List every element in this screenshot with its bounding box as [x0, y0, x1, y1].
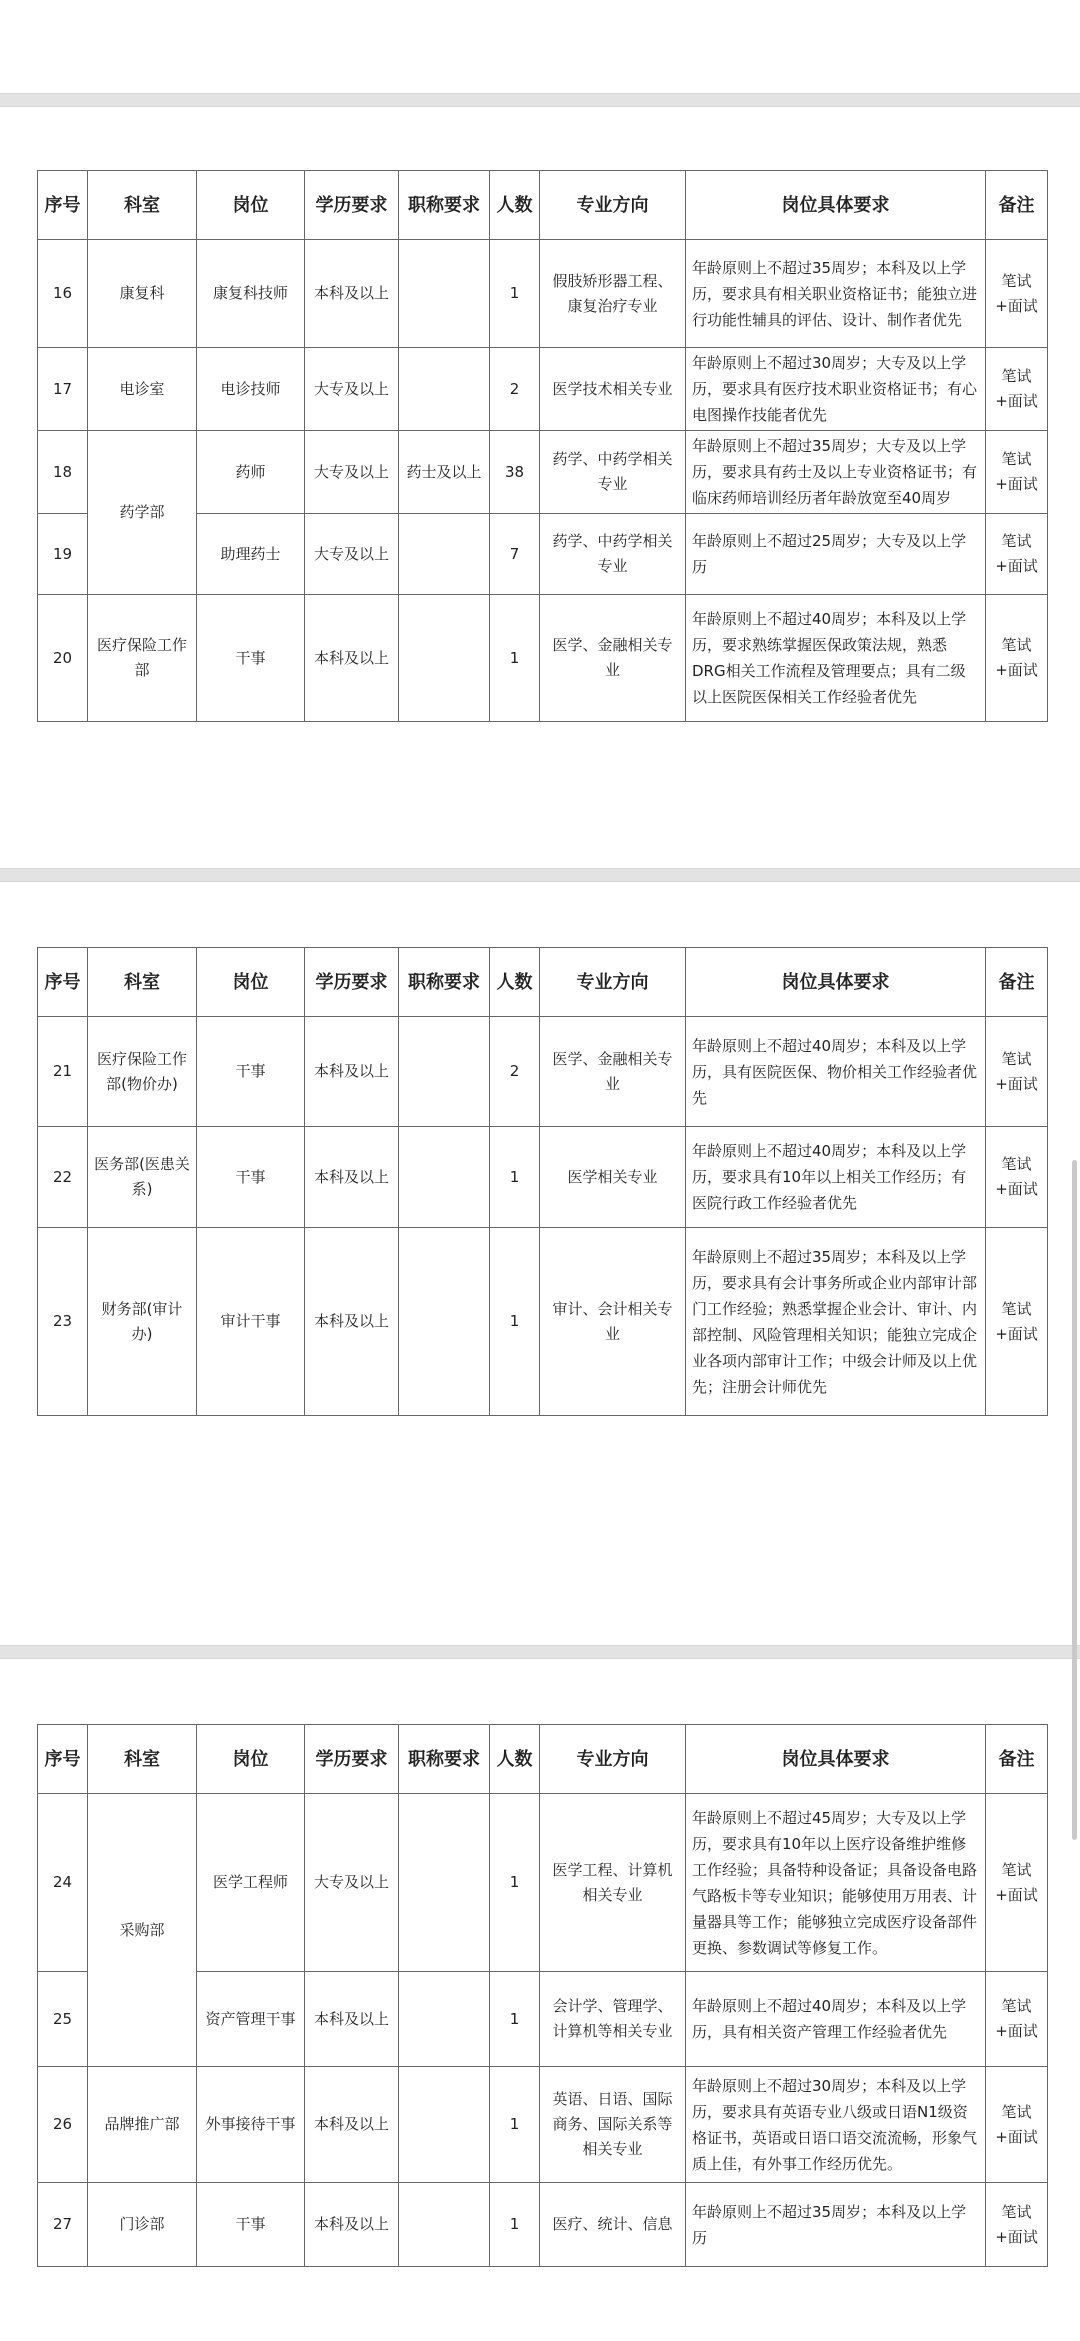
title-requirement	[399, 2067, 490, 2183]
note: 笔试+面试	[986, 348, 1048, 431]
header-cell: 备注	[986, 1725, 1048, 1794]
row-number: 18	[38, 431, 88, 514]
department: 财务部(审计办)	[88, 1228, 197, 1416]
header-cell: 岗位	[197, 171, 305, 240]
department: 品牌推广部	[88, 2067, 197, 2183]
headcount: 38	[490, 431, 540, 514]
education: 本科及以上	[305, 1228, 399, 1416]
header-cell: 科室	[88, 1725, 197, 1794]
header-cell: 科室	[88, 171, 197, 240]
title-requirement	[399, 1228, 490, 1416]
note: 笔试+面试	[986, 595, 1048, 722]
requirements: 年龄原则上不超过30周岁；本科及以上学历，要求具有英语专业八级或日语N1级资格证书，英语或日语口语交流流畅，形象气质上佳，有外事工作经历优先。	[686, 2067, 986, 2183]
position: 干事	[197, 2183, 305, 2267]
education: 本科及以上	[305, 2183, 399, 2267]
note: 笔试+面试	[986, 1794, 1048, 1972]
table-row	[38, 2067, 1048, 2183]
education: 本科及以上	[305, 1127, 399, 1228]
header-cell: 专业方向	[540, 1725, 686, 1794]
major: 医学、金融相关专业	[540, 1017, 686, 1127]
department: 电诊室	[88, 348, 197, 431]
header-cell: 备注	[986, 171, 1048, 240]
row-number: 19	[38, 514, 88, 595]
row-number: 24	[38, 1794, 88, 1972]
position: 药师	[197, 431, 305, 514]
header-cell: 人数	[490, 1725, 540, 1794]
headcount: 1	[490, 595, 540, 722]
requirements: 年龄原则上不超过40周岁；本科及以上学历，要求熟练掌握医保政策法规，熟悉DRG相关工作流程及管理要点；具有二级以上医院医保相关工作经验者优先	[686, 595, 986, 722]
requirements: 年龄原则上不超过40周岁；本科及以上学历，要求具有10年以上相关工作经历；有医院行政工作经验者优先	[686, 1127, 986, 1228]
major: 医学、金融相关专业	[540, 595, 686, 722]
page-separator	[0, 1645, 1080, 1659]
title-requirement	[399, 514, 490, 595]
page-separator	[0, 868, 1080, 882]
header-cell: 岗位具体要求	[686, 1725, 986, 1794]
table-row	[38, 1794, 1048, 1972]
row-number: 26	[38, 2067, 88, 2183]
requirements: 年龄原则上不超过45周岁；大专及以上学历，要求具有10年以上医疗设备维护维修工作经验；具备特种设备证；具备设备电路气路板卡等专业知识；能够使用万用表、计量器具等工作；能够独立完成医疗设备部件更换、参数调试等修复工作。	[686, 1794, 986, 1972]
position: 电诊技师	[197, 348, 305, 431]
requirements: 年龄原则上不超过35周岁；本科及以上学历	[686, 2183, 986, 2267]
department: 药学部	[88, 431, 197, 595]
headcount: 1	[490, 1972, 540, 2067]
education: 大专及以上	[305, 1794, 399, 1972]
header-cell: 人数	[490, 948, 540, 1017]
department: 医疗保险工作部	[88, 595, 197, 722]
department: 门诊部	[88, 2183, 197, 2267]
header-cell: 岗位	[197, 1725, 305, 1794]
scrollbar[interactable]	[1072, 1160, 1077, 1840]
position: 医学工程师	[197, 1794, 305, 1972]
requirements: 年龄原则上不超过35周岁；大专及以上学历，要求具有药士及以上专业资格证书；有临床药师培训经历者年龄放宽至40周岁	[686, 431, 986, 514]
position: 干事	[197, 595, 305, 722]
header-cell: 序号	[38, 1725, 88, 1794]
headcount: 1	[490, 1794, 540, 1972]
headcount: 7	[490, 514, 540, 595]
position: 干事	[197, 1017, 305, 1127]
row-number: 20	[38, 595, 88, 722]
department: 采购部	[88, 1794, 197, 2067]
title-requirement	[399, 240, 490, 348]
note: 笔试+面试	[986, 514, 1048, 595]
title-requirement	[399, 1017, 490, 1127]
row-number: 16	[38, 240, 88, 348]
major: 医学技术相关专业	[540, 348, 686, 431]
title-requirement: 药士及以上	[399, 431, 490, 514]
header-cell: 岗位	[197, 948, 305, 1017]
department: 医务部(医患关系)	[88, 1127, 197, 1228]
header-row	[38, 1725, 1048, 1794]
department: 康复科	[88, 240, 197, 348]
requirements: 年龄原则上不超过35周岁；本科及以上学历，要求具有会计事务所或企业内部审计部门工作经验；熟悉掌握企业会计、审计、内部控制、风险管理相关知识；能独立完成企业各项内部审计工作；中级会计师及以上优先；注册会计师优先	[686, 1228, 986, 1416]
headcount: 1	[490, 2183, 540, 2267]
headcount: 1	[490, 1127, 540, 1228]
row-number: 23	[38, 1228, 88, 1416]
header-cell: 专业方向	[540, 948, 686, 1017]
header-cell: 序号	[38, 171, 88, 240]
requirements: 年龄原则上不超过30周岁；大专及以上学历，要求具有医疗技术职业资格证书；有心电图操作技能者优先	[686, 348, 986, 431]
title-requirement	[399, 1127, 490, 1228]
major: 药学、中药学相关专业	[540, 431, 686, 514]
note: 笔试+面试	[986, 2067, 1048, 2183]
position: 助理药士	[197, 514, 305, 595]
header-cell: 备注	[986, 948, 1048, 1017]
header-cell: 人数	[490, 171, 540, 240]
note: 笔试+面试	[986, 2183, 1048, 2267]
major: 会计学、管理学、计算机等相关专业	[540, 1972, 686, 2067]
page-separator	[0, 93, 1080, 107]
requirements: 年龄原则上不超过35周岁；本科及以上学历，要求具有相关职业资格证书；能独立进行功能性辅具的评估、设计、制作者优先	[686, 240, 986, 348]
education: 本科及以上	[305, 595, 399, 722]
position: 外事接待干事	[197, 2067, 305, 2183]
header-cell: 职称要求	[399, 948, 490, 1017]
table-row	[38, 595, 1048, 722]
note: 笔试+面试	[986, 1228, 1048, 1416]
table-row	[38, 2183, 1048, 2267]
requirements: 年龄原则上不超过40周岁；本科及以上学历，具有医院医保、物价相关工作经验者优先	[686, 1017, 986, 1127]
row-number: 25	[38, 1972, 88, 2067]
note: 笔试+面试	[986, 431, 1048, 514]
major: 医学相关专业	[540, 1127, 686, 1228]
header-cell: 序号	[38, 948, 88, 1017]
title-requirement	[399, 1972, 490, 2067]
note: 笔试+面试	[986, 240, 1048, 348]
table-row	[38, 1017, 1048, 1127]
requirements: 年龄原则上不超过25周岁；大专及以上学历	[686, 514, 986, 595]
row-number: 22	[38, 1127, 88, 1228]
recruitment-table-1	[37, 170, 1048, 722]
headcount: 1	[490, 240, 540, 348]
title-requirement	[399, 348, 490, 431]
education: 大专及以上	[305, 431, 399, 514]
position: 审计干事	[197, 1228, 305, 1416]
table-row	[38, 1228, 1048, 1416]
major: 审计、会计相关专业	[540, 1228, 686, 1416]
header-cell: 学历要求	[305, 171, 399, 240]
header-cell: 职称要求	[399, 171, 490, 240]
header-cell: 学历要求	[305, 948, 399, 1017]
note: 笔试+面试	[986, 1127, 1048, 1228]
row-number: 27	[38, 2183, 88, 2267]
education: 本科及以上	[305, 240, 399, 348]
header-cell: 学历要求	[305, 1725, 399, 1794]
table-row	[38, 1127, 1048, 1228]
major: 医疗、统计、信息	[540, 2183, 686, 2267]
headcount: 2	[490, 1017, 540, 1127]
education: 本科及以上	[305, 1017, 399, 1127]
education: 本科及以上	[305, 1972, 399, 2067]
education: 大专及以上	[305, 514, 399, 595]
row-number: 21	[38, 1017, 88, 1127]
header-cell: 职称要求	[399, 1725, 490, 1794]
major: 英语、日语、国际商务、国际关系等相关专业	[540, 2067, 686, 2183]
major: 假肢矫形器工程、康复治疗专业	[540, 240, 686, 348]
headcount: 2	[490, 348, 540, 431]
headcount: 1	[490, 2067, 540, 2183]
note: 笔试+面试	[986, 1972, 1048, 2067]
major: 医学工程、计算机相关专业	[540, 1794, 686, 1972]
title-requirement	[399, 595, 490, 722]
recruitment-table-3	[37, 1724, 1048, 2267]
table-row	[38, 240, 1048, 348]
table-row	[38, 431, 1048, 514]
education: 大专及以上	[305, 348, 399, 431]
header-cell: 岗位具体要求	[686, 171, 986, 240]
major: 药学、中药学相关专业	[540, 514, 686, 595]
header-row	[38, 948, 1048, 1017]
position: 康复科技师	[197, 240, 305, 348]
recruitment-table-2	[37, 947, 1048, 1416]
position: 资产管理干事	[197, 1972, 305, 2067]
row-number: 17	[38, 348, 88, 431]
headcount: 1	[490, 1228, 540, 1416]
table-row	[38, 348, 1048, 431]
header-cell: 岗位具体要求	[686, 948, 986, 1017]
position: 干事	[197, 1127, 305, 1228]
title-requirement	[399, 2183, 490, 2267]
note: 笔试+面试	[986, 1017, 1048, 1127]
title-requirement	[399, 1794, 490, 1972]
requirements: 年龄原则上不超过40周岁；本科及以上学历，具有相关资产管理工作经验者优先	[686, 1972, 986, 2067]
education: 本科及以上	[305, 2067, 399, 2183]
header-cell: 科室	[88, 948, 197, 1017]
header-cell: 专业方向	[540, 171, 686, 240]
department: 医疗保险工作部(物价办)	[88, 1017, 197, 1127]
header-row	[38, 171, 1048, 240]
